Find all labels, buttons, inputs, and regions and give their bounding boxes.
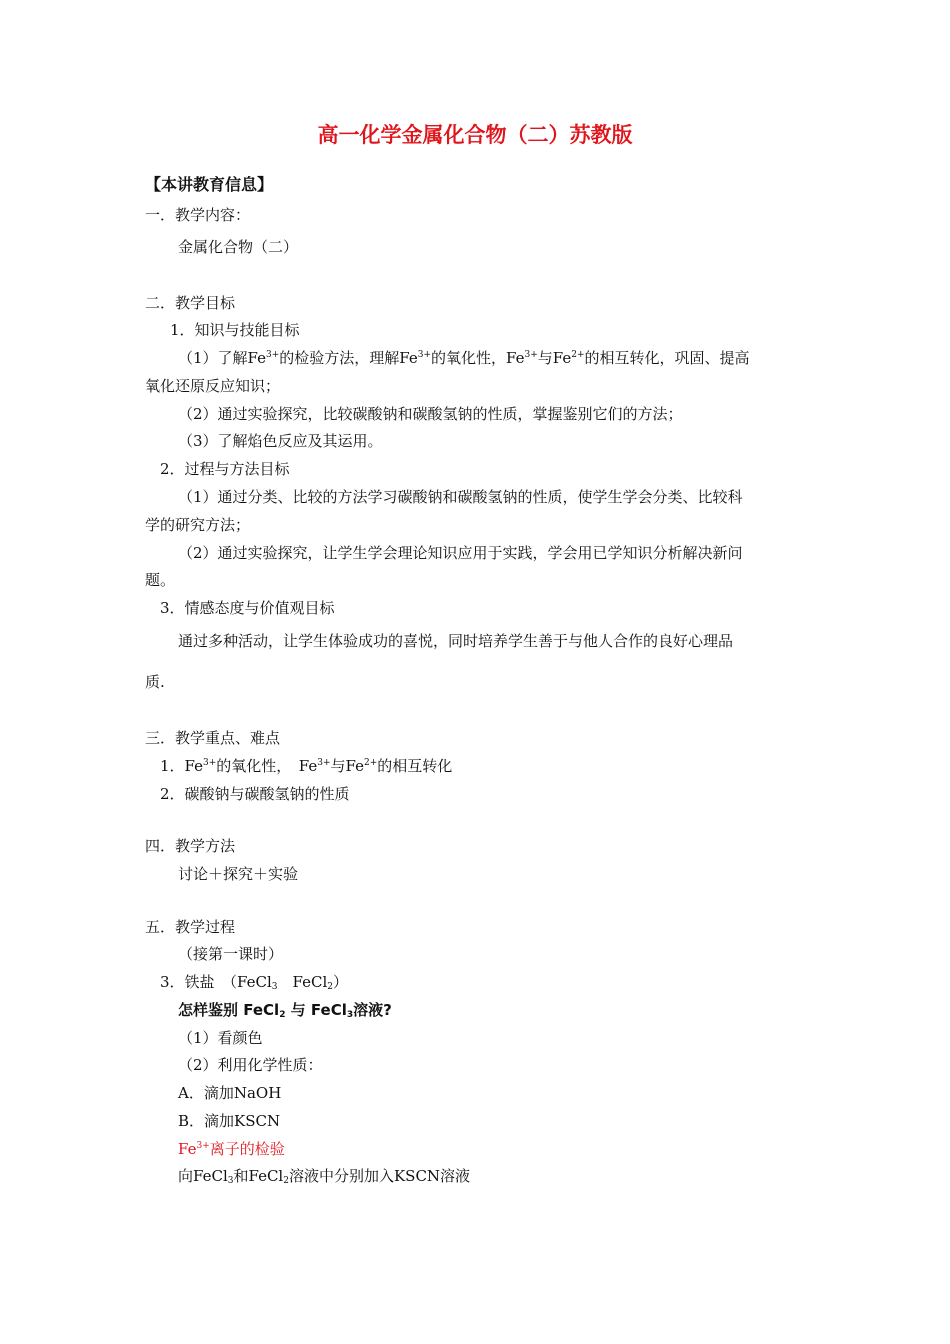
goal-1-item-1: （1）了解$Fe^{3+}$的检验方法，理解$Fe^{3+}$的氧化性，$Fe^{3+}$与$Fe^{2+}$的相互转化，巩固、提高 <box>178 349 750 367</box>
s4-content: 讨论＋探究＋实验 <box>178 865 299 883</box>
method-a: A．滴加NaOH <box>178 1084 282 1102</box>
s3-heading: 三．教学重点、难点 <box>145 729 281 747</box>
s5-note: （接第一课时） <box>178 945 284 963</box>
s1-heading: 一．教学内容： <box>145 206 251 224</box>
section-header: 【本讲教育信息】 <box>145 175 274 194</box>
page-title: 高一化学金属化合物（二）苏教版 <box>317 123 633 147</box>
key-point-2: 2．碳酸钠与碳酸氢钠的性质 <box>160 785 350 803</box>
goal-2-item-1: （1）通过分类、比较的方法学习碳酸钠和碳酸氢钠的性质，使学生学会分类、比较科 <box>178 488 743 506</box>
goal-2-heading: 2．过程与方法目标 <box>160 460 290 478</box>
method-b: B．滴加KSCN <box>178 1112 281 1130</box>
goal-1-item-1-cont: 氧化还原反应知识； <box>145 377 281 395</box>
fe3-test-heading: $Fe^{3+}$离子的检验 <box>178 1140 285 1158</box>
s4-heading: 四．教学方法 <box>145 837 236 855</box>
goal-2-item-2: （2）通过实验探究，让学生学会理论知识应用于实践，学会用已学知识分析解决新问 <box>178 544 743 562</box>
goal-1-heading: 1．知识与技能目标 <box>170 321 300 339</box>
method-1: （1）看颜色 <box>178 1029 263 1047</box>
goal-1-item-2: （2）通过实验探究，比较碳酸钠和碳酸氢钠的性质，掌握鉴别它们的方法； <box>178 405 683 423</box>
s5-heading: 五．教学过程 <box>145 918 236 936</box>
goal-2-item-2-cont: 题。 <box>145 571 176 589</box>
goal-3-text-cont: 质. <box>145 673 165 691</box>
goal-3-heading: 3．情感态度与价值观目标 <box>160 599 335 617</box>
method-2: （2）利用化学性质： <box>178 1056 323 1074</box>
last-line: 向FeCl$_3$和FeCl$_2$溶液中分别加入KSCN溶液 <box>178 1167 471 1186</box>
s2-heading: 二．教学目标 <box>145 294 236 312</box>
item-3: 3．铁盐 （FeCl$_3$ FeCl$_2$） <box>160 973 349 992</box>
goal-3-text: 通过多种活动，让学生体验成功的喜悦，同时培养学生善于与他人合作的良好心理品 <box>178 632 734 650</box>
question: 怎样鉴别 FeCl$_2$ 与 FeCl$_3$溶液? <box>178 1001 392 1020</box>
goal-1-item-3: （3）了解焰色反应及其运用。 <box>178 432 383 450</box>
key-point-1: 1．$Fe^{3+}$的氧化性， $Fe^{3+}$与$Fe^{2+}$的相互转化 <box>160 757 453 775</box>
goal-2-item-1-cont: 学的研究方法； <box>145 516 251 534</box>
s1-content: 金属化合物（二） <box>178 238 299 256</box>
